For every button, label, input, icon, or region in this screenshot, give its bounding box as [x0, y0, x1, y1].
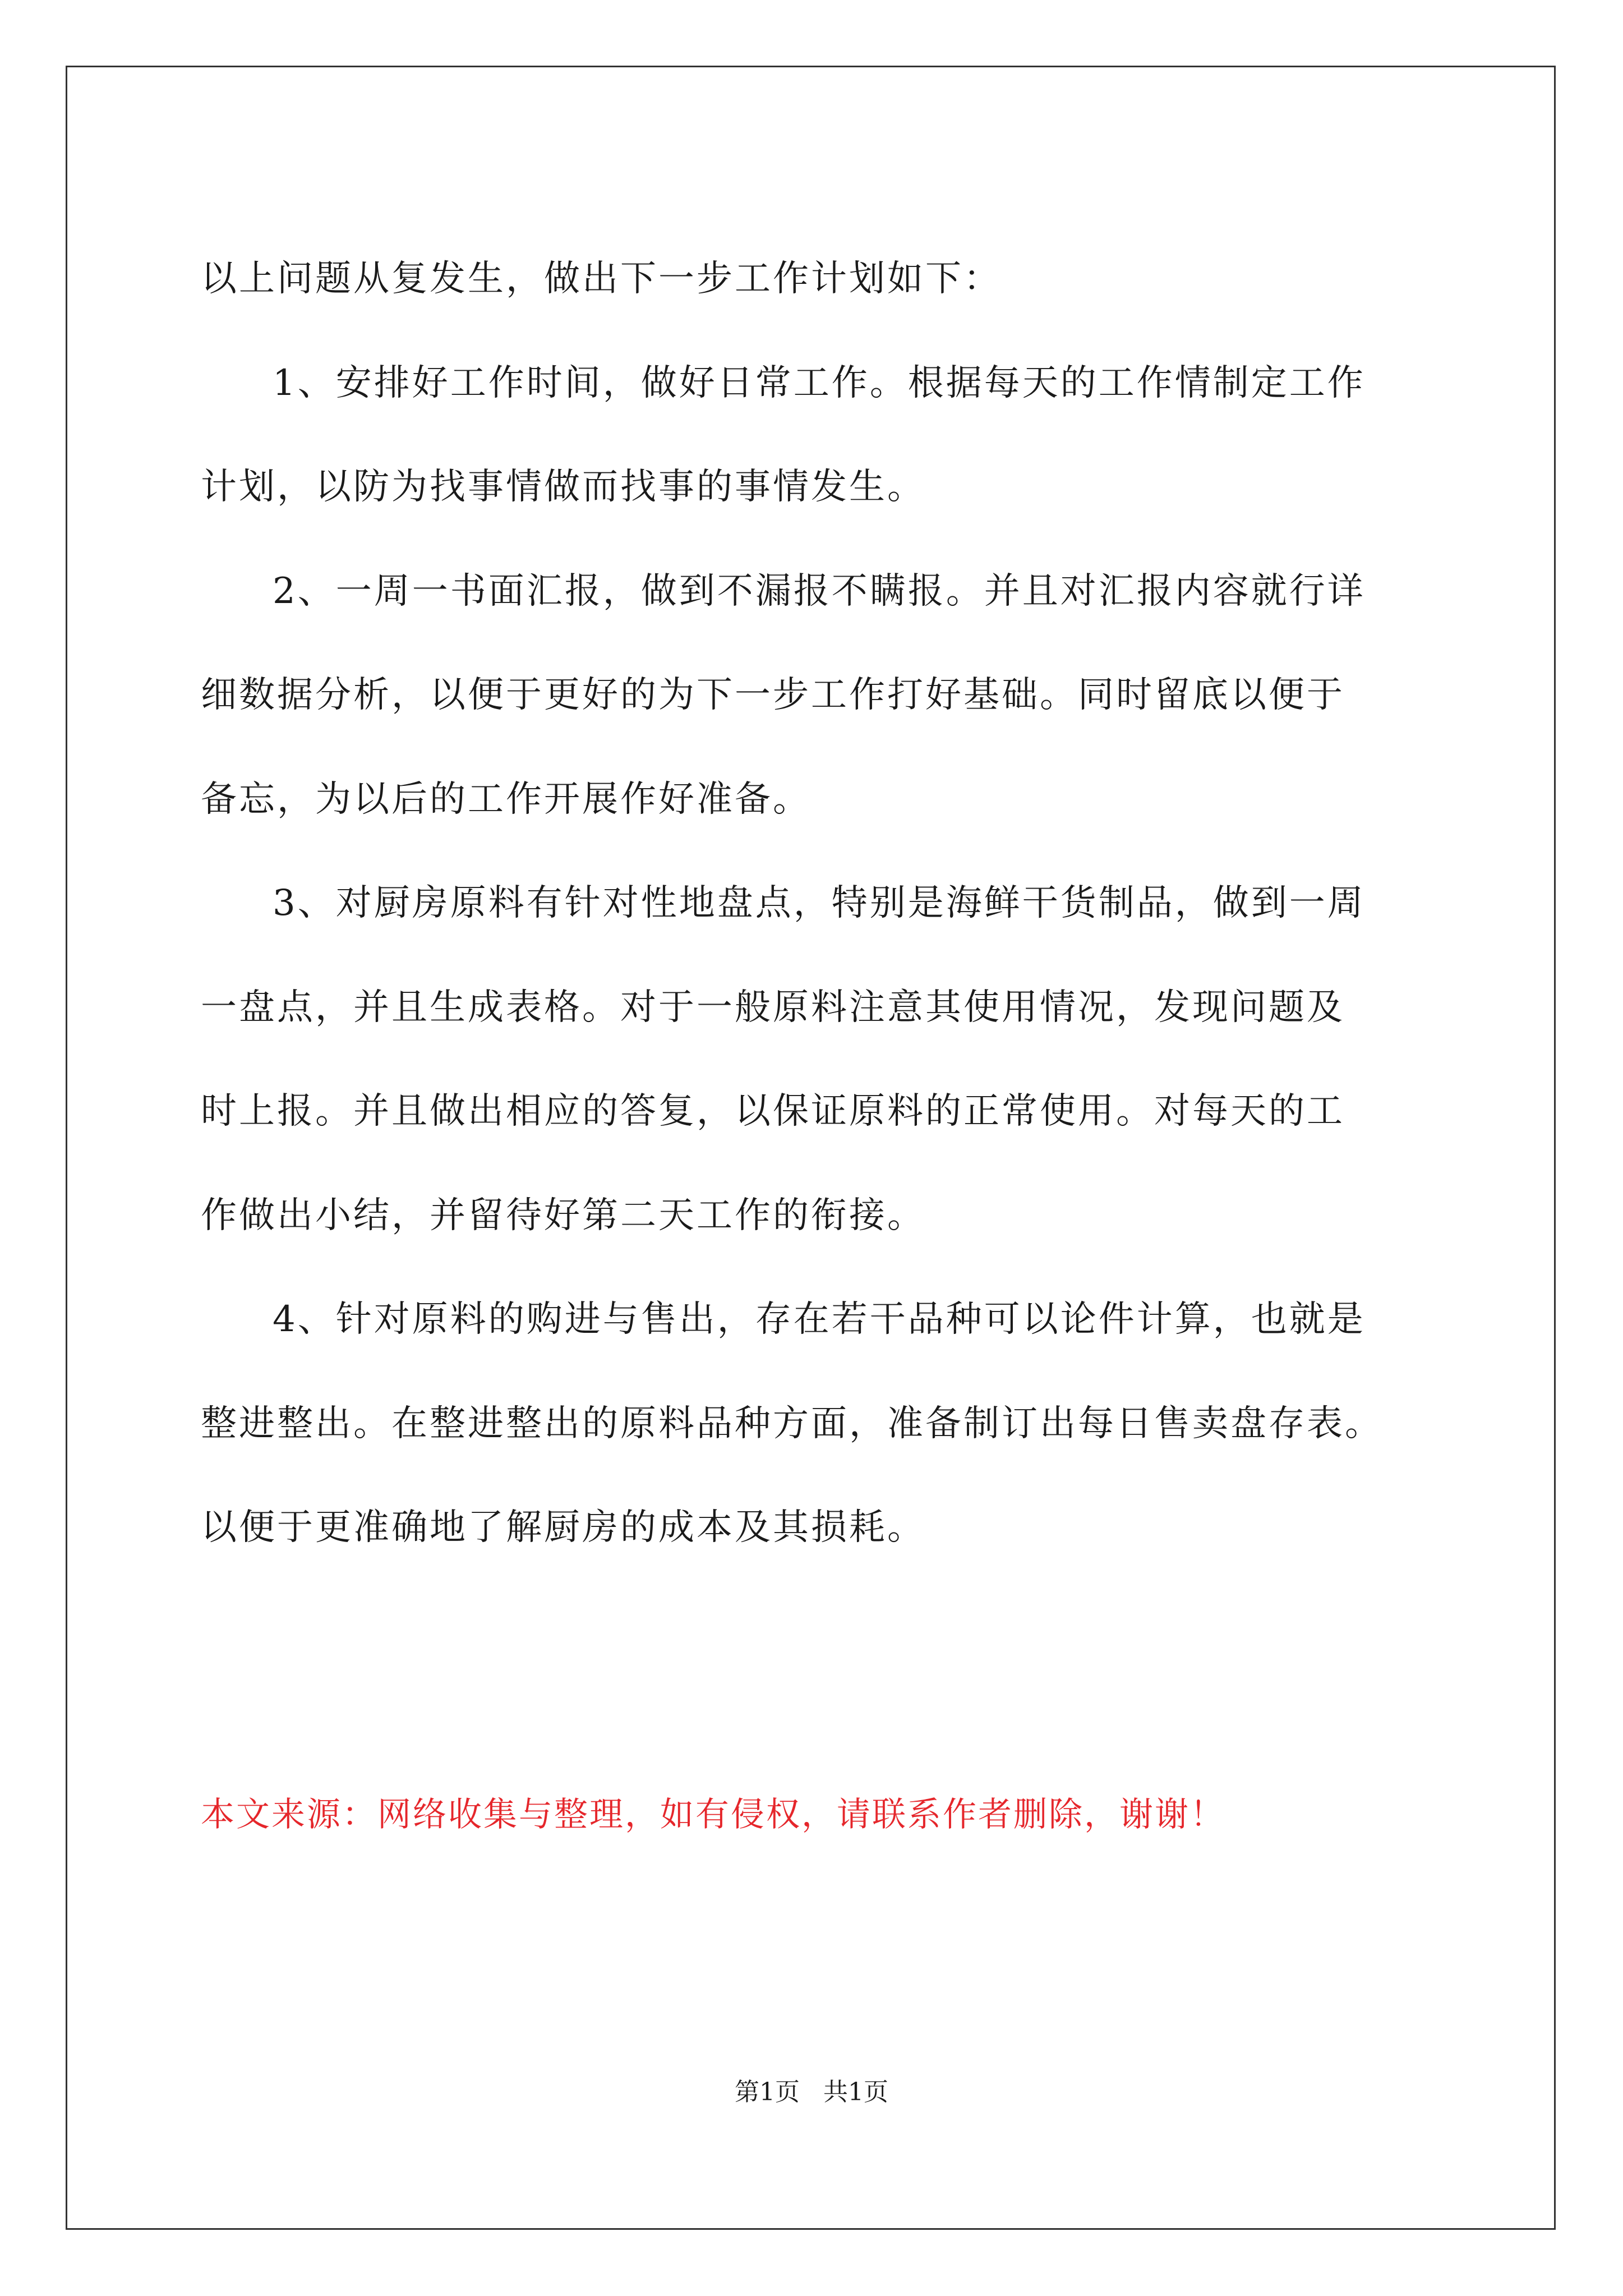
page-number-footer: 第1页 共1页	[735, 2078, 888, 2106]
paragraph-line: 备忘，为以后的工作开展作好准备。	[201, 778, 811, 820]
paragraph-line: 细数据分析，以便于更好的为下一步工作打好基础。同时留底以便于	[201, 674, 1345, 716]
paragraph-line: 以上问题从复发生，做出下一步工作计划如下：	[201, 258, 1002, 300]
paragraph-line: 时上报。并且做出相应的答复，以保证原料的正常使用。对每天的工	[201, 1091, 1345, 1132]
paragraph-line: 作做出小结，并留待好第二天工作的衔接。	[201, 1194, 925, 1236]
paragraph-line: 计划，以防为找事情做而找事的事情发生。	[201, 466, 925, 508]
paragraph-line: 整进整出。在整进整出的原料品种方面，准备制订出每日售卖盘存表。	[201, 1402, 1383, 1444]
paragraph-line: 1、安排好工作时间，做好日常工作。根据每天的工作情制定工作	[273, 362, 1366, 404]
paragraph-line: 3、对厨房原料有针对性地盘点，特别是海鲜干货制品，做到一周	[273, 882, 1366, 924]
source-note: 本文来源：网络收集与整理，如有侵权，请联系作者删除，谢谢！	[201, 1795, 1225, 1834]
paragraph-line: 一盘点，并且生成表格。对于一般原料注意其使用情况，发现问题及	[201, 986, 1345, 1028]
paragraph-line: 2、一周一书面汇报，做到不漏报不瞒报。并且对汇报内容就行详	[273, 570, 1366, 612]
paragraph-line: 4、针对原料的购进与售出，存在若干品种可以论件计算，也就是	[273, 1299, 1366, 1340]
document-body	[201, 227, 1435, 1580]
paragraph-line: 以便于更准确地了解厨房的成本及其损耗。	[201, 1507, 925, 1548]
